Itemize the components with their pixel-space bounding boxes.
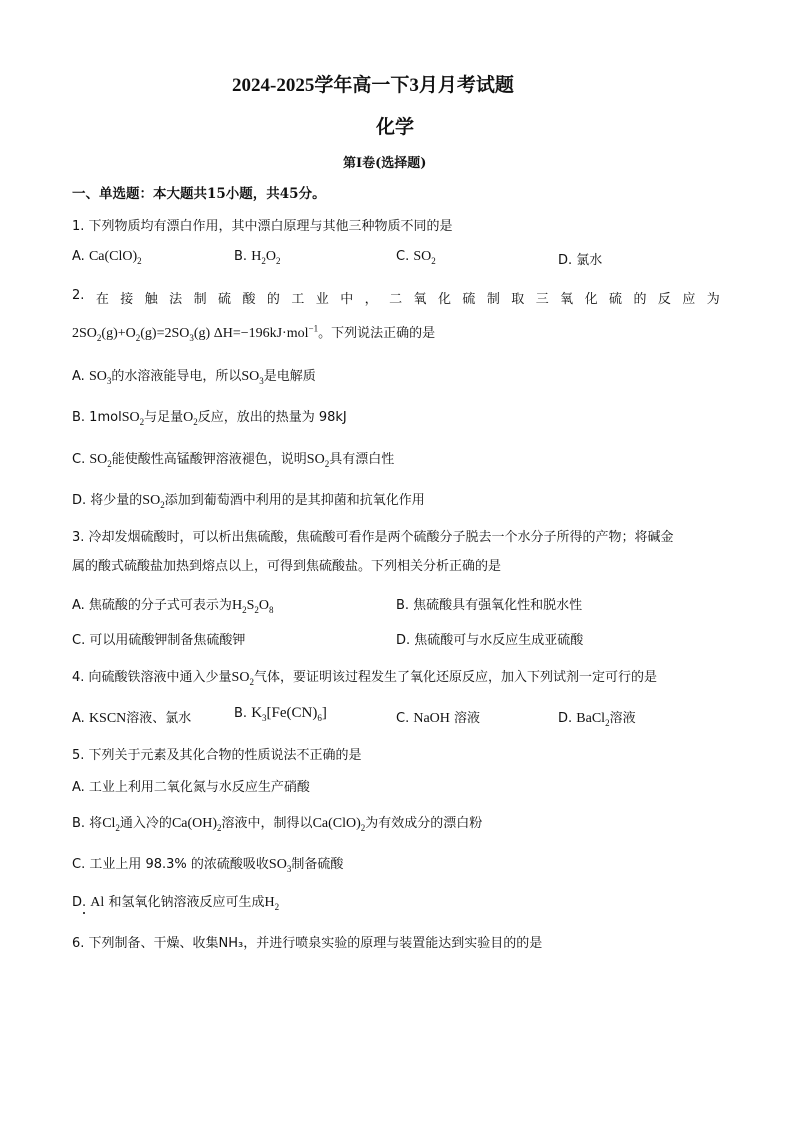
q5-option-d: D. Al 和氢氧化钠溶液反应可生成$H_2$: [72, 895, 280, 912]
exam-title: 2024-2025学年高一下3月月考试题: [232, 75, 514, 96]
q3-option-a: A. 焦硫酸的分子式可表示为$H_2S_2O_8$: [72, 598, 274, 615]
subject-title: 化学: [376, 116, 415, 138]
volume-title: 第I卷(选择题): [343, 156, 427, 171]
q4-option-a: A. KSCN溶液、氯水: [72, 711, 192, 726]
q1-option-d: D. 氯水: [558, 253, 603, 268]
question-3-stem-line1: 3. 冷却发烟硫酸时，可以析出焦硫酸，焦硫酸可看作是两个硫酸分子脱去一个水分子所得的产物；将碱金: [72, 530, 674, 545]
question-6-stem: 6. 下列制备、干燥、收集NH₃，并进行喷泉实验的原理与装置能达到实验目的的是: [72, 936, 543, 951]
question-3-stem-line2: 属的酸式硫酸盐加热到熔点以上，可得到焦硫酸盐。下列相关分析正确的是: [72, 559, 502, 574]
q1-option-c: C. $SO_2$: [396, 249, 436, 266]
question-4-stem: 4. 向硫酸铁溶液中通入少量$SO_2$气体，要证明该过程发生了氧化还原反应，加入下列试剂一定可行的是: [72, 670, 657, 687]
q4-option-b: B. $K_3[Fe(CN)_6]$: [234, 705, 327, 723]
q5-option-c: C. 工业上用 98.3% 的浓硫酸吸收$SO_3$制备硫酸: [72, 857, 344, 874]
q1-option-a: A. $Ca(ClO)_2$: [72, 249, 142, 266]
q4-option-d: D. BaCl$_2$溶液: [558, 711, 636, 728]
q2-option-d: D. 将少量的$SO_2$添加到葡萄酒中利用的是其抑菌和抗氧化作用: [72, 493, 425, 510]
q3-option-c: C. 可以用硫酸钾制备焦硫酸钾: [72, 633, 246, 648]
q3-option-d: D. 焦硫酸可与水反应生成亚硫酸: [396, 633, 584, 648]
q1-option-b: B. $H_2O_2$: [234, 249, 281, 266]
question-1-stem: 1. 下列物质均有漂白作用，其中漂白原理与其他三种物质不同的是: [72, 219, 453, 234]
q5-option-a: A. 工业上利用二氧化氮与水反应生产硝酸: [72, 780, 310, 795]
stray-mark: [83, 912, 85, 914]
q2-option-a: A. $SO_3$的水溶液能导电，所以$SO_3$是电解质: [72, 369, 316, 386]
question-2-stem: 2. 在 接 触 法 制 硫 酸 的 工 业 中 ， 二 氧 化 硫 制 取 三 氧 化 硫 的 反 应 为: [72, 288, 720, 307]
question-2-equation: $2SO_2(g)+O_2(g)=2SO_3(g)$ ΔH=−196kJ·mol$^{-1}$。下列说法正确的是: [72, 323, 436, 343]
q4-option-c: C. NaOH 溶液: [396, 711, 481, 726]
q2-option-c: C. $SO_2$能使酸性高锰酸钾溶液褪色，说明$SO_2$具有漂白性: [72, 452, 395, 469]
question-5-stem: 5. 下列关于元素及其化合物的性质说法不正确的是: [72, 748, 362, 763]
q2-option-b: B. 1molSO$_2$与足量$O_2$反应，放出的热量为 98kJ: [72, 410, 347, 427]
q3-option-b: B. 焦硫酸具有强氧化性和脱水性: [396, 598, 583, 613]
q5-option-b: B. 将$Cl_2$通入冷的$Ca(OH)_2$溶液中，制得以$Ca(ClO)_2$为有效成分的漂白粉: [72, 816, 483, 833]
section-heading: 一、单选题：本大题共15小题，共45分。: [72, 186, 326, 202]
